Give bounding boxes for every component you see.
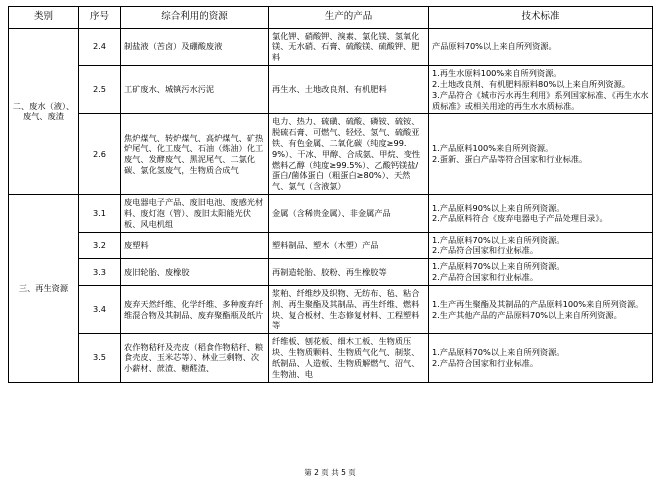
table-row [9, 114, 653, 195]
cell-standard [429, 285, 653, 333]
cell-standard [429, 232, 653, 259]
cell-number: 2.4 [79, 28, 121, 65]
standard-line: 1.再生水原料100%来自所列资源。 [432, 68, 562, 79]
cell-standard [429, 28, 653, 65]
standard-line: 1.产品原料90%以上来自所列资源。 [432, 202, 565, 213]
standard-line: 1.产品原料70%以上来自所列资源。 [432, 261, 565, 272]
page-footer: 第 2 页 共 5 页 [304, 468, 356, 477]
table-row [9, 195, 653, 232]
column-header-product: 生产的产品 [269, 7, 429, 29]
standard-line: 1.生产再生聚酯及其制品的产品原料100%来自所列资源。 [432, 298, 644, 309]
standard-line: 2.生产其他产品的产品原料70%以上来自所列资源。 [432, 309, 622, 320]
standard-line: 1.产品原料70%以上来自所列资源。 [432, 347, 565, 358]
table-row [9, 285, 653, 333]
standard-line: 2.产品符合国家和行业标准。 [432, 272, 539, 283]
standard-line: 产品原料70%以上来自所列资源。 [432, 41, 557, 52]
cell-number: 3.4 [79, 285, 121, 333]
table-row [9, 334, 653, 382]
cell-standard [429, 114, 653, 195]
cell-number: 2.5 [79, 66, 121, 114]
table-row [9, 28, 653, 65]
cell-resource: 废旧轮胎、废橡胶 [121, 259, 269, 286]
table-row [9, 259, 653, 286]
comprehensive-utilization-table [8, 6, 653, 383]
cell-product: 浆粕、纤维纱及织物、无纺布、毡、粘合剂、再生聚酯及其制品、再生纤维、燃料块、复合板材、生态修复材料、工程塑料等 [269, 285, 429, 333]
cell-number: 3.5 [79, 334, 121, 382]
standard-line: 2.土地改良剂、有机肥料原料80%以上来自所列资源。 [432, 78, 630, 89]
standard-line: 1.产品原料100%来自所列资源。 [432, 143, 554, 154]
cell-product: 氯化钾、硝酸钾、溴素、氯化镁、氢氧化镁、无水硝、石膏、硫酸镁、硫酸钾、肥料 [269, 28, 429, 65]
cell-product: 再生水、土地改良剂、有机肥料 [269, 66, 429, 114]
cell-category: 三、再生资源 [9, 195, 79, 382]
cell-category: 二、废水（液）、废气、废渣 [9, 28, 79, 195]
standard-line: 2.产品原料符合《废弃电器电子产品处理目录》。 [432, 213, 608, 224]
cell-resource: 工矿废水、城镇污水污泥 [121, 66, 269, 114]
table-header [9, 7, 653, 29]
cell-resource: 废塑料 [121, 232, 269, 259]
cell-number: 3.3 [79, 259, 121, 286]
cell-standard [429, 334, 653, 382]
cell-standard [429, 259, 653, 286]
cell-standard [429, 66, 653, 114]
column-header-standard: 技术标准 [429, 7, 653, 29]
cell-product: 塑料制品、塑木（木塑）产品 [269, 232, 429, 259]
cell-resource: 废弃天然纤维、化学纤维、多种废弃纤维混合物及其制品、废弃聚酯瓶及纸片 [121, 285, 269, 333]
standard-line: 1.产品原料70%以上来自所列资源。 [432, 234, 565, 245]
table-body [9, 28, 653, 382]
cell-product: 纤维板、刨花板、细木工板、生物质压块、生物质颗料、生物质气化气、制浆、纸制品、人造板、生物质解燃气、沼气、生物油、电 [269, 334, 429, 382]
cell-product: 金属（含稀贵金属）、非金属产品 [269, 195, 429, 232]
column-header-category: 类别 [9, 7, 79, 29]
cell-resource: 制盐液（苦卤）及硼酸废液 [121, 28, 269, 65]
cell-resource: 废电器电子产品、废旧电池、废感光材料、废灯泡（管）、废旧太阳能光伏板、风电机组 [121, 195, 269, 232]
standard-line: 2.蛋新、蛋白产品等符合国家和行业标准。 [432, 154, 588, 165]
cell-number: 3.1 [79, 195, 121, 232]
cell-standard [429, 195, 653, 232]
cell-resource: 农作物秸秆及壳皮（稻食作物秸秆、粮食壳皮、玉米芯等）、林业三剩物、次小薪材、蔗渣、糖醛渣、 [121, 334, 269, 382]
cell-number: 2.6 [79, 114, 121, 195]
cell-product: 电力、热力、硫磺、硫酸、磷铵、硫铵、脱硫石膏、可燃气、轻烃、氢气、硫酸亚铁、有色金属、二氧化碳（纯度≥99.9%）、干冰、甲醇、合成氨、甲烷、变性燃料乙醇（纯度≥99.5%）、乙酸钙镁盐/蛋白/菌体蛋白（粗蛋白≥80%）、天然气、氯气（含液氯） [269, 114, 429, 195]
table-header-row [9, 7, 653, 29]
standard-line: 2.产品符合国家和行业标准。 [432, 245, 539, 256]
standard-line: 3.产品符合《城市污水再生利用》系列国家标准、《再生水水质标准》或相关用途的再生水水质标准。 [432, 89, 649, 111]
table-row [9, 66, 653, 114]
cell-number: 3.2 [79, 232, 121, 259]
table-row [9, 232, 653, 259]
cell-product: 再制造轮胎、胶粉、再生橡胶等 [269, 259, 429, 286]
standard-line: 2.产品符合国家和行业标准。 [432, 357, 539, 368]
column-header-resource: 综合利用的资源 [121, 7, 269, 29]
cell-resource: 焦炉煤气、转炉煤气、高炉煤气、矿热炉尾气、化工废气、石油（炼油）化工废气、发酵废气、黑泥尾气、二氯化碳、氯化氢废气，生物质合成气 [121, 114, 269, 195]
column-header-number: 序号 [79, 7, 121, 29]
